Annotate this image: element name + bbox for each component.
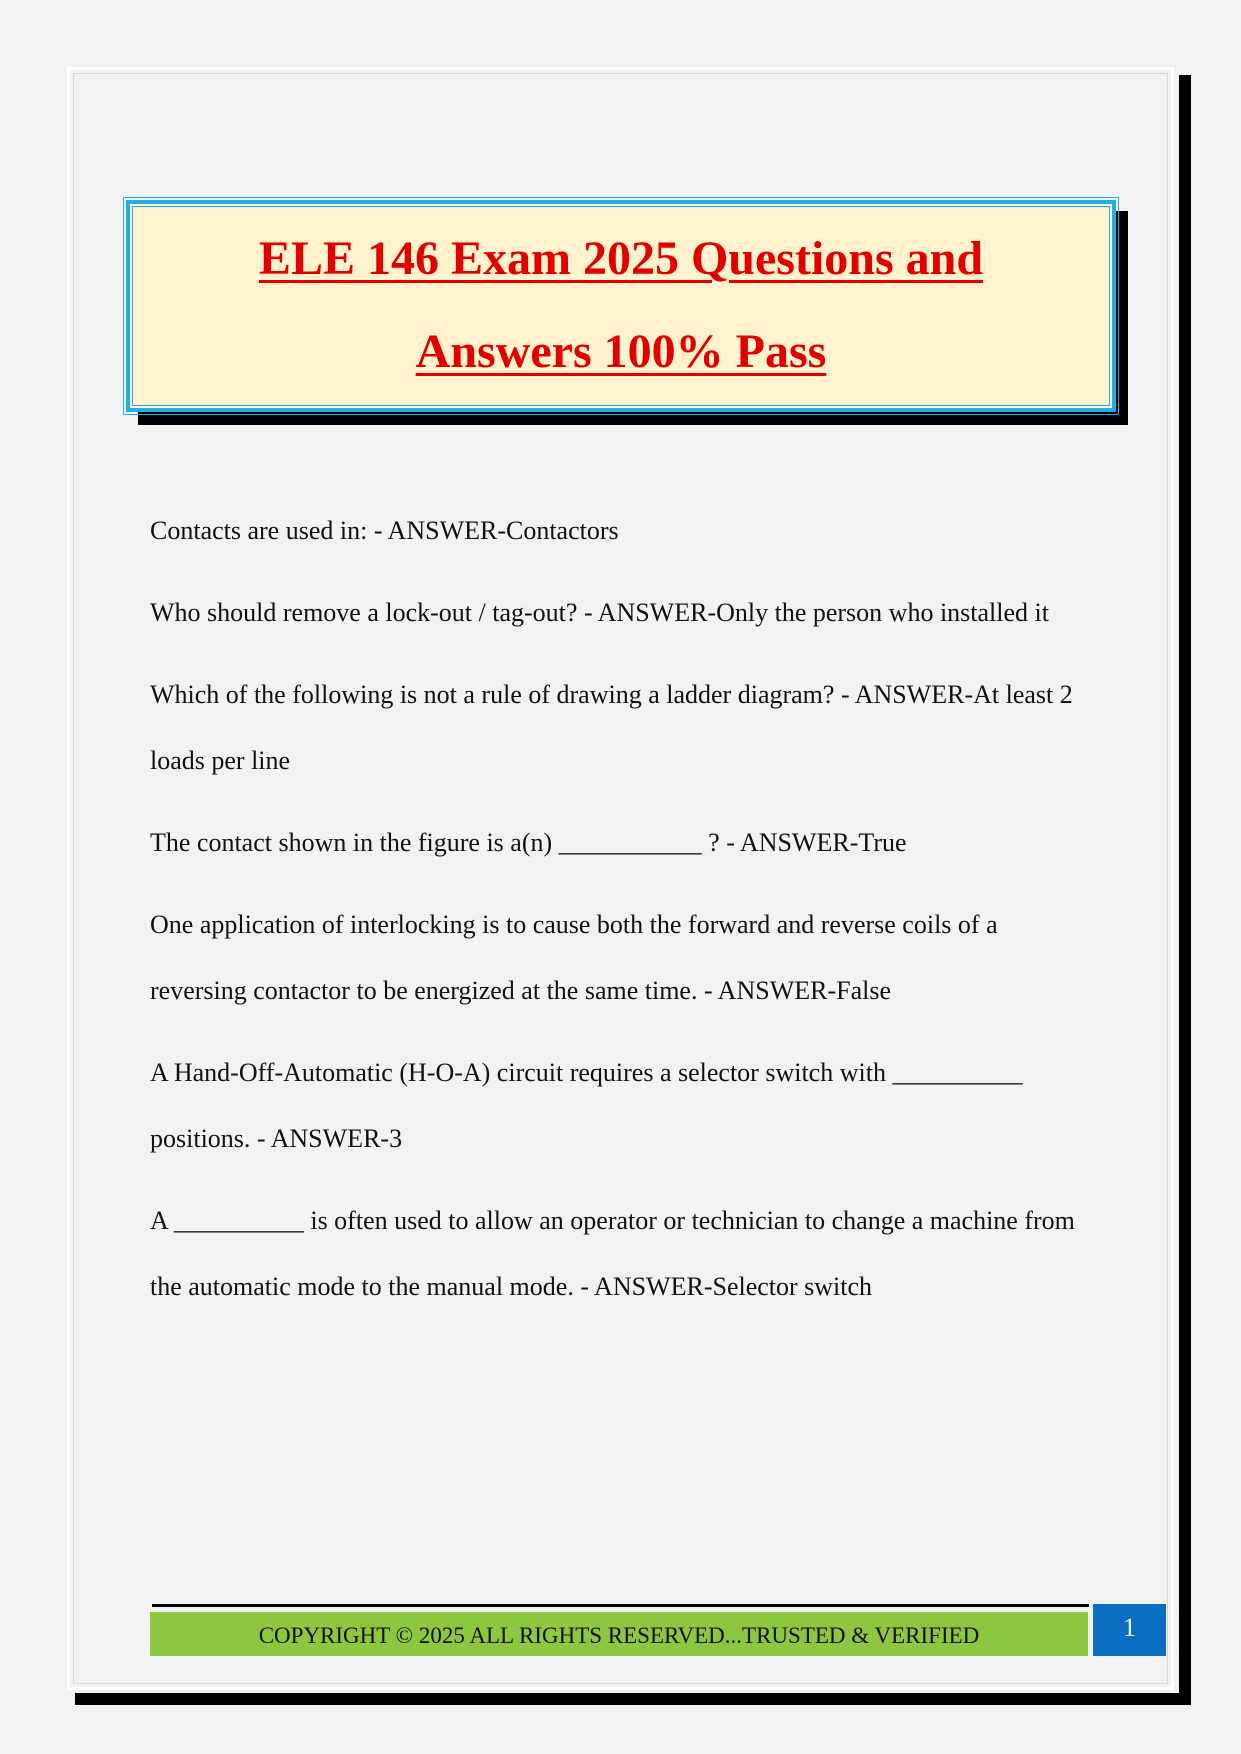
question-item: A __________ is often used to allow an operator or technician to change a machine from the automatic mode to the manual mode. - ANSWER-Selector switch — [150, 1206, 1075, 1301]
title-box — [126, 200, 1116, 412]
title-line-2: Answers 100% Pass — [415, 325, 827, 378]
question-item: The contact shown in the figure is a(n) ___________ ? - ANSWER-True — [150, 828, 907, 857]
footer-copyright: COPYRIGHT © 2025 ALL RIGHTS RESERVED...TRUSTED & VERIFIED — [150, 1612, 1088, 1656]
question-item: Which of the following is not a rule of drawing a ladder diagram? - ANSWER-At least 2 loads per line — [150, 680, 1073, 775]
question-item: A Hand-Off-Automatic (H-O-A) circuit requires a selector switch with __________ positions. - ANSWER-3 — [150, 1058, 1023, 1153]
title-line-1: ELE 146 Exam 2025 Questions and — [258, 232, 984, 285]
document-title — [130, 212, 1112, 398]
question-item: Who should remove a lock-out / tag-out? - ANSWER-Only the person who installed it — [150, 598, 1049, 627]
footer-divider — [152, 1604, 1089, 1607]
question-item: Contacts are used in: - ANSWER-Contactors — [150, 516, 619, 545]
page-number: 1 — [1093, 1604, 1166, 1656]
question-item: One application of interlocking is to cause both the forward and reverse coils of a reversing contactor to be energized at the same time. - ANSWER-False — [150, 910, 998, 1005]
question-list — [150, 498, 1090, 1336]
